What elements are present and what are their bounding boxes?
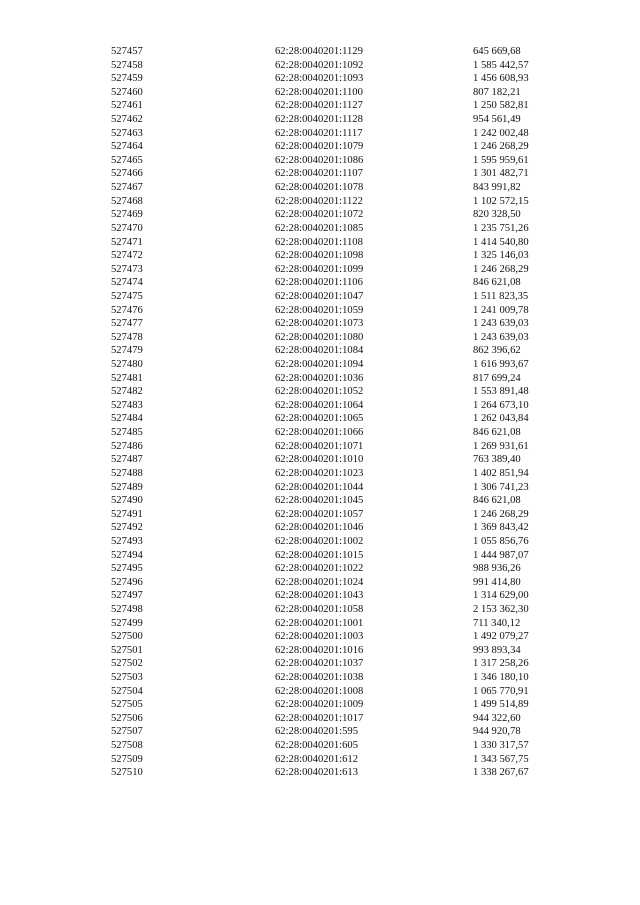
table-row	[0, 535, 640, 549]
record-number-cell: 527492	[111, 522, 143, 534]
cadastral-number-cell: 62:28:0040201:1100	[275, 86, 363, 98]
record-number-cell: 527479	[111, 345, 143, 357]
table-row	[0, 481, 640, 495]
cadastral-number-cell: 62:28:0040201:1117	[275, 127, 363, 139]
record-number-cell: 527506	[111, 712, 143, 724]
cadastral-value-table	[0, 45, 640, 780]
table-row	[0, 753, 640, 767]
table-row	[0, 99, 640, 113]
record-number-cell: 527462	[111, 114, 143, 126]
table-row	[0, 358, 640, 372]
cadastral-number-cell: 62:28:0040201:1036	[275, 372, 364, 384]
cadastral-number-cell: 62:28:0040201:1093	[275, 73, 364, 85]
record-number-cell: 527475	[111, 290, 143, 302]
table-row	[0, 549, 640, 563]
cadastral-value-cell: 1 243 639,03	[473, 331, 529, 343]
table-row	[0, 290, 640, 304]
table-row	[0, 167, 640, 181]
table-row	[0, 603, 640, 617]
cadastral-value-cell: 988 936,26	[473, 563, 521, 575]
table-row	[0, 344, 640, 358]
record-number-cell: 527460	[111, 86, 143, 98]
record-number-cell: 527500	[111, 631, 143, 643]
table-row	[0, 72, 640, 86]
cadastral-number-cell: 62:28:0040201:1084	[275, 345, 364, 357]
cadastral-value-cell: 991 414,80	[473, 576, 521, 588]
table-row	[0, 86, 640, 100]
cadastral-number-cell: 62:28:0040201:1085	[275, 222, 364, 234]
cadastral-value-cell: 944 920,78	[473, 726, 521, 738]
cadastral-value-cell: 846 621,08	[473, 495, 521, 507]
cadastral-number-cell: 62:28:0040201:1059	[275, 304, 364, 316]
cadastral-number-cell: 62:28:0040201:1066	[275, 427, 364, 439]
cadastral-value-cell: 2 153 362,30	[473, 603, 529, 615]
record-number-cell: 527482	[111, 386, 143, 398]
table-row	[0, 304, 640, 318]
cadastral-value-cell: 645 669,68	[473, 46, 521, 57]
cadastral-number-cell: 62:28:0040201:613	[275, 767, 358, 779]
cadastral-number-cell: 62:28:0040201:605	[275, 740, 358, 752]
table-row	[0, 521, 640, 535]
cadastral-number-cell: 62:28:0040201:1080	[275, 331, 364, 343]
record-number-cell: 527481	[111, 372, 143, 384]
cadastral-value-cell: 846 621,08	[473, 427, 521, 439]
cadastral-number-cell: 62:28:0040201:1122	[275, 195, 363, 207]
cadastral-number-cell: 62:28:0040201:1010	[275, 454, 364, 466]
table-row	[0, 440, 640, 454]
record-number-cell: 527457	[111, 46, 143, 57]
record-number-cell: 527474	[111, 277, 143, 289]
table-row	[0, 385, 640, 399]
table-row	[0, 494, 640, 508]
record-number-cell: 527485	[111, 427, 143, 439]
table-row	[0, 671, 640, 685]
table-row	[0, 698, 640, 712]
record-number-cell: 527476	[111, 304, 143, 316]
table-row	[0, 657, 640, 671]
record-number-cell: 527489	[111, 481, 143, 493]
record-number-cell: 527483	[111, 399, 143, 411]
cadastral-value-cell: 1 414 540,80	[473, 236, 529, 248]
cadastral-value-cell: 817 699,24	[473, 372, 521, 384]
cadastral-value-cell: 1 456 608,93	[473, 73, 529, 85]
cadastral-value-cell: 1 338 267,67	[473, 767, 529, 779]
cadastral-number-cell: 62:28:0040201:1045	[275, 495, 364, 507]
cadastral-value-cell: 1 306 741,23	[473, 481, 529, 493]
cadastral-value-cell: 1 102 572,15	[473, 195, 529, 207]
cadastral-number-cell: 62:28:0040201:1057	[275, 508, 364, 520]
record-number-cell: 527502	[111, 658, 143, 670]
table-row	[0, 140, 640, 154]
record-number-cell: 527472	[111, 250, 143, 262]
cadastral-value-cell: 1 616 993,67	[473, 359, 529, 371]
cadastral-number-cell: 62:28:0040201:1024	[275, 576, 364, 588]
record-number-cell: 527480	[111, 359, 143, 371]
record-number-cell: 527473	[111, 263, 143, 275]
cadastral-number-cell: 62:28:0040201:595	[275, 726, 358, 738]
cadastral-number-cell: 62:28:0040201:1017	[275, 712, 364, 724]
record-number-cell: 527505	[111, 699, 143, 711]
record-number-cell: 527484	[111, 413, 143, 425]
record-number-cell: 527470	[111, 222, 143, 234]
cadastral-value-cell: 1 246 268,29	[473, 508, 529, 520]
table-row	[0, 426, 640, 440]
table-row	[0, 725, 640, 739]
record-number-cell: 527461	[111, 100, 143, 112]
table-row	[0, 630, 640, 644]
table-row	[0, 589, 640, 603]
record-number-cell: 527498	[111, 603, 143, 615]
cadastral-number-cell: 62:28:0040201:1108	[275, 236, 363, 248]
table-row	[0, 467, 640, 481]
record-number-cell: 527468	[111, 195, 143, 207]
record-number-cell: 527463	[111, 127, 143, 139]
cadastral-value-cell: 1 055 856,76	[473, 535, 529, 547]
cadastral-value-cell: 1 262 043,84	[473, 413, 529, 425]
table-row	[0, 766, 640, 780]
record-number-cell: 527477	[111, 318, 143, 330]
cadastral-value-cell: 1 346 180,10	[473, 672, 529, 684]
table-row	[0, 644, 640, 658]
table-row	[0, 453, 640, 467]
cadastral-value-cell: 1 246 268,29	[473, 263, 529, 275]
record-number-cell: 527490	[111, 495, 143, 507]
cadastral-value-cell: 1 492 079,27	[473, 631, 529, 643]
cadastral-number-cell: 62:28:0040201:1037	[275, 658, 364, 670]
cadastral-number-cell: 62:28:0040201:1015	[275, 549, 364, 561]
cadastral-value-cell: 1 511 823,35	[473, 290, 529, 302]
record-number-cell: 527499	[111, 617, 143, 629]
cadastral-number-cell: 62:28:0040201:1038	[275, 672, 364, 684]
cadastral-number-cell: 62:28:0040201:1072	[275, 209, 364, 221]
cadastral-number-cell: 62:28:0040201:1064	[275, 399, 364, 411]
cadastral-value-cell: 1 250 582,81	[473, 100, 529, 112]
record-number-cell: 527493	[111, 535, 143, 547]
cadastral-number-cell: 62:28:0040201:1044	[275, 481, 364, 493]
cadastral-number-cell: 62:28:0040201:1094	[275, 359, 364, 371]
cadastral-number-cell: 62:28:0040201:1009	[275, 699, 364, 711]
record-number-cell: 527510	[111, 767, 143, 779]
record-number-cell: 527501	[111, 644, 143, 656]
cadastral-value-cell: 1 369 843,42	[473, 522, 529, 534]
cadastral-value-cell: 1 595 959,61	[473, 154, 529, 166]
record-number-cell: 527458	[111, 59, 143, 71]
cadastral-value-cell: 1 402 851,94	[473, 467, 529, 479]
cadastral-value-cell: 954 561,49	[473, 114, 521, 126]
table-row	[0, 331, 640, 345]
record-number-cell: 527503	[111, 672, 143, 684]
table-row	[0, 617, 640, 631]
cadastral-number-cell: 62:28:0040201:1099	[275, 263, 364, 275]
cadastral-number-cell: 62:28:0040201:1022	[275, 563, 364, 575]
cadastral-number-cell: 62:28:0040201:1046	[275, 522, 364, 534]
cadastral-value-cell: 846 621,08	[473, 277, 521, 289]
cadastral-number-cell: 62:28:0040201:1071	[275, 440, 364, 452]
record-number-cell: 527496	[111, 576, 143, 588]
table-row	[0, 317, 640, 331]
table-row	[0, 412, 640, 426]
cadastral-value-cell: 944 322,60	[473, 712, 521, 724]
cadastral-number-cell: 62:28:0040201:1001	[275, 617, 364, 629]
record-number-cell: 527504	[111, 685, 143, 697]
cadastral-value-cell: 1 065 770,91	[473, 685, 529, 697]
cadastral-value-cell: 862 396,62	[473, 345, 521, 357]
cadastral-value-cell: 1 269 931,61	[473, 440, 529, 452]
cadastral-value-cell: 993 893,34	[473, 644, 521, 656]
cadastral-value-cell: 1 585 442,57	[473, 59, 529, 71]
record-number-cell: 527487	[111, 454, 143, 466]
record-number-cell: 527495	[111, 563, 143, 575]
cadastral-value-cell: 1 241 009,78	[473, 304, 529, 316]
table-row	[0, 154, 640, 168]
cadastral-value-cell: 763 389,40	[473, 454, 521, 466]
cadastral-number-cell: 62:28:0040201:1129	[275, 46, 363, 57]
cadastral-value-cell: 1 301 482,71	[473, 168, 529, 180]
table-row	[0, 181, 640, 195]
cadastral-value-cell: 1 264 673,10	[473, 399, 529, 411]
cadastral-number-cell: 62:28:0040201:1106	[275, 277, 363, 289]
cadastral-number-cell: 62:28:0040201:1052	[275, 386, 364, 398]
cadastral-value-cell: 711 340,12	[473, 617, 521, 629]
table-row	[0, 399, 640, 413]
table-row	[0, 236, 640, 250]
cadastral-number-cell: 62:28:0040201:612	[275, 753, 358, 765]
record-number-cell: 527497	[111, 590, 143, 602]
record-number-cell: 527465	[111, 154, 143, 166]
record-number-cell: 527494	[111, 549, 143, 561]
cadastral-number-cell: 62:28:0040201:1065	[275, 413, 364, 425]
table-row	[0, 195, 640, 209]
cadastral-number-cell: 62:28:0040201:1002	[275, 535, 364, 547]
record-number-cell: 527507	[111, 726, 143, 738]
table-row	[0, 222, 640, 236]
cadastral-value-cell: 1 317 258,26	[473, 658, 529, 670]
record-number-cell: 527471	[111, 236, 143, 248]
record-number-cell: 527478	[111, 331, 143, 343]
cadastral-number-cell: 62:28:0040201:1078	[275, 182, 364, 194]
record-number-cell: 527491	[111, 508, 143, 520]
cadastral-value-cell: 1 235 751,26	[473, 222, 529, 234]
table-row	[0, 263, 640, 277]
table-row	[0, 576, 640, 590]
table-row	[0, 712, 640, 726]
record-number-cell: 527467	[111, 182, 143, 194]
record-number-cell: 527509	[111, 753, 143, 765]
record-number-cell: 527469	[111, 209, 143, 221]
cadastral-value-cell: 807 182,21	[473, 86, 521, 98]
cadastral-value-cell: 843 991,82	[473, 182, 521, 194]
record-number-cell: 527488	[111, 467, 143, 479]
cadastral-value-cell: 1 314 629,00	[473, 590, 529, 602]
table-row	[0, 45, 640, 59]
cadastral-number-cell: 62:28:0040201:1008	[275, 685, 364, 697]
cadastral-number-cell: 62:28:0040201:1016	[275, 644, 364, 656]
cadastral-number-cell: 62:28:0040201:1092	[275, 59, 364, 71]
record-number-cell: 527466	[111, 168, 143, 180]
table-row	[0, 508, 640, 522]
cadastral-value-cell: 1 325 146,03	[473, 250, 529, 262]
cadastral-number-cell: 62:28:0040201:1003	[275, 631, 364, 643]
cadastral-number-cell: 62:28:0040201:1073	[275, 318, 364, 330]
record-number-cell: 527508	[111, 740, 143, 752]
table-row	[0, 739, 640, 753]
table-row	[0, 208, 640, 222]
cadastral-number-cell: 62:28:0040201:1127	[275, 100, 363, 112]
table-row	[0, 59, 640, 73]
cadastral-number-cell: 62:28:0040201:1086	[275, 154, 364, 166]
cadastral-value-cell: 1 330 317,57	[473, 740, 529, 752]
cadastral-number-cell: 62:28:0040201:1058	[275, 603, 364, 615]
cadastral-number-cell: 62:28:0040201:1128	[275, 114, 363, 126]
cadastral-value-cell: 1 499 514,89	[473, 699, 529, 711]
table-row	[0, 685, 640, 699]
cadastral-value-cell: 1 242 002,48	[473, 127, 529, 139]
cadastral-number-cell: 62:28:0040201:1023	[275, 467, 364, 479]
record-number-cell: 527486	[111, 440, 143, 452]
cadastral-value-cell: 1 343 567,75	[473, 753, 529, 765]
table-row	[0, 276, 640, 290]
cadastral-number-cell: 62:28:0040201:1098	[275, 250, 364, 262]
cadastral-number-cell: 62:28:0040201:1047	[275, 290, 364, 302]
table-row	[0, 372, 640, 386]
cadastral-number-cell: 62:28:0040201:1079	[275, 141, 364, 153]
record-number-cell: 527464	[111, 141, 143, 153]
table-row	[0, 562, 640, 576]
cadastral-value-cell: 1 246 268,29	[473, 141, 529, 153]
cadastral-value-cell: 1 553 891,48	[473, 386, 529, 398]
table-row	[0, 127, 640, 141]
cadastral-number-cell: 62:28:0040201:1107	[275, 168, 363, 180]
table-row	[0, 249, 640, 263]
record-number-cell: 527459	[111, 73, 143, 85]
table-row	[0, 113, 640, 127]
cadastral-value-cell: 1 444 987,07	[473, 549, 529, 561]
cadastral-number-cell: 62:28:0040201:1043	[275, 590, 364, 602]
cadastral-value-cell: 820 328,50	[473, 209, 521, 221]
cadastral-value-cell: 1 243 639,03	[473, 318, 529, 330]
